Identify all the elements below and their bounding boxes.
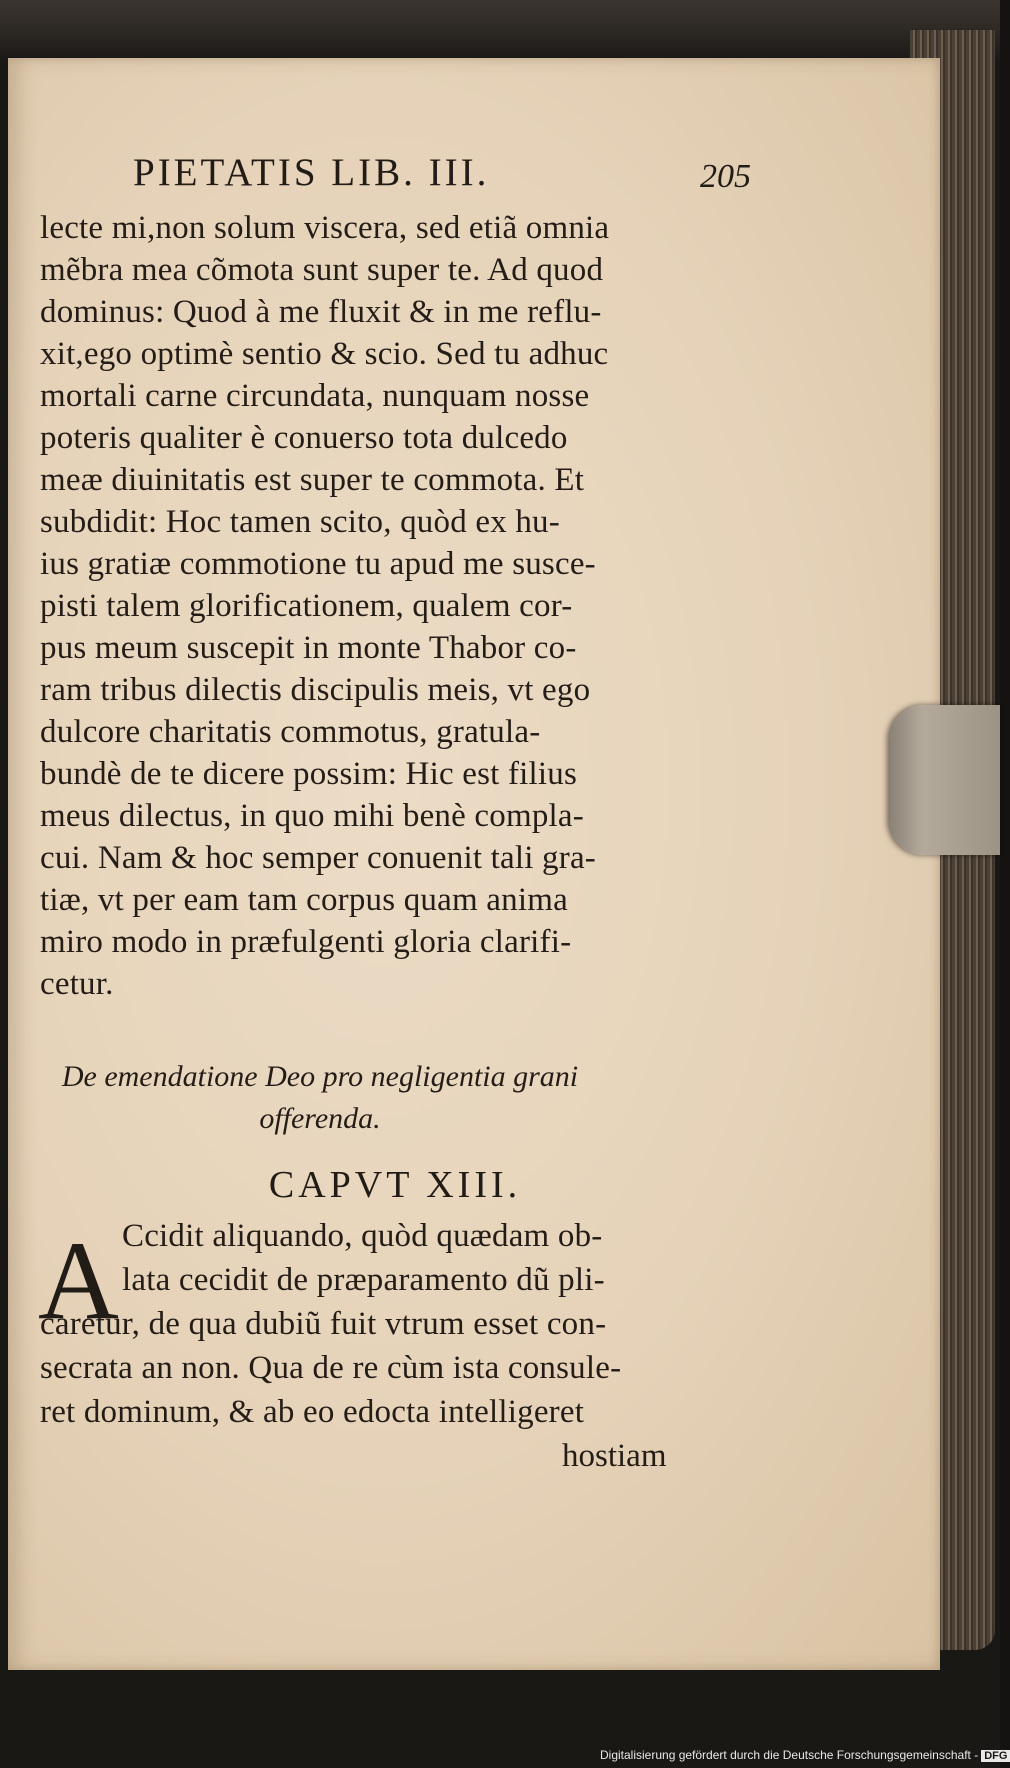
page-number: 205 bbox=[700, 158, 751, 195]
body-line: dulcore charitatis commotus, gratula- bbox=[40, 714, 541, 750]
body-line: bundè de te dicere possim: Hic est filius bbox=[40, 756, 577, 792]
body-line: subdidit: Hoc tamen scito, quòd ex hu- bbox=[40, 504, 560, 540]
chapter-line: ret dominum, & ab eo edocta intelligeret bbox=[40, 1394, 585, 1430]
digitization-credit bbox=[600, 1748, 1010, 1762]
body-line: pisti talem glorificationem, qualem cor- bbox=[40, 588, 573, 624]
body-line: pus meum suscepit in monte Thabor co- bbox=[40, 630, 577, 666]
section-heading-line2: offerenda. bbox=[259, 1102, 381, 1135]
body-line: tiæ, vt per eam tam corpus quam anima bbox=[40, 882, 568, 918]
body-line: meæ diuinitatis est super te commota. Et bbox=[40, 462, 585, 498]
body-line: dominus: Quod à me fluxit & in me reflu- bbox=[40, 294, 602, 330]
body-line: lecte mi,non solum viscera, sed etiã omnia bbox=[40, 210, 610, 246]
body-line: cetur. bbox=[40, 966, 114, 1002]
body-line: xit,ego optimè sentio & scio. Sed tu adhuc bbox=[40, 336, 609, 372]
body-line: cui. Nam & hoc semper conuenit tali gra- bbox=[40, 840, 596, 876]
body-line: mẽbra mea cõmota sunt super te. Ad quod bbox=[40, 252, 604, 288]
dfg-logo: DFG bbox=[981, 1750, 1010, 1762]
drop-cap: A bbox=[38, 1219, 119, 1343]
section-heading-line1: De emendatione Deo pro negligentia grani bbox=[61, 1060, 579, 1093]
body-line: ram tribus dilectis discipulis meis, vt ego bbox=[40, 672, 591, 708]
chapter-line: Ccidit aliquando, quòd quædam ob- bbox=[122, 1218, 603, 1254]
chapter-line: lata cecidit de præparamento dũ pli- bbox=[122, 1262, 605, 1298]
chapter-line: secrata an non. Qua de re cùm ista consule- bbox=[40, 1350, 622, 1386]
chapter-line: caretur, de qua dubiũ fuit vtrum esset con- bbox=[40, 1306, 607, 1342]
catchword: hostiam bbox=[562, 1438, 667, 1474]
body-line: poteris qualiter è conuerso tota dulcedo bbox=[40, 420, 568, 456]
running-title: PIETATIS LIB. III. bbox=[133, 151, 490, 194]
chapter-title: CAPVT XIII. bbox=[268, 1164, 522, 1206]
digitization-credit-text: Digitalisierung gefördert durch die Deutsche Forschungsgemeinschaft - bbox=[600, 1748, 979, 1762]
book-clasp bbox=[890, 705, 1000, 855]
body-line: meus dilectus, in quo mihi benè compla- bbox=[40, 798, 584, 834]
body-line: mortali carne circundata, nunquam nosse bbox=[40, 378, 590, 414]
body-line: ius gratiæ commotione tu apud me susce- bbox=[40, 546, 596, 582]
book-top-edge bbox=[0, 0, 1000, 60]
body-line: miro modo in præfulgenti gloria clarifi- bbox=[40, 924, 572, 960]
